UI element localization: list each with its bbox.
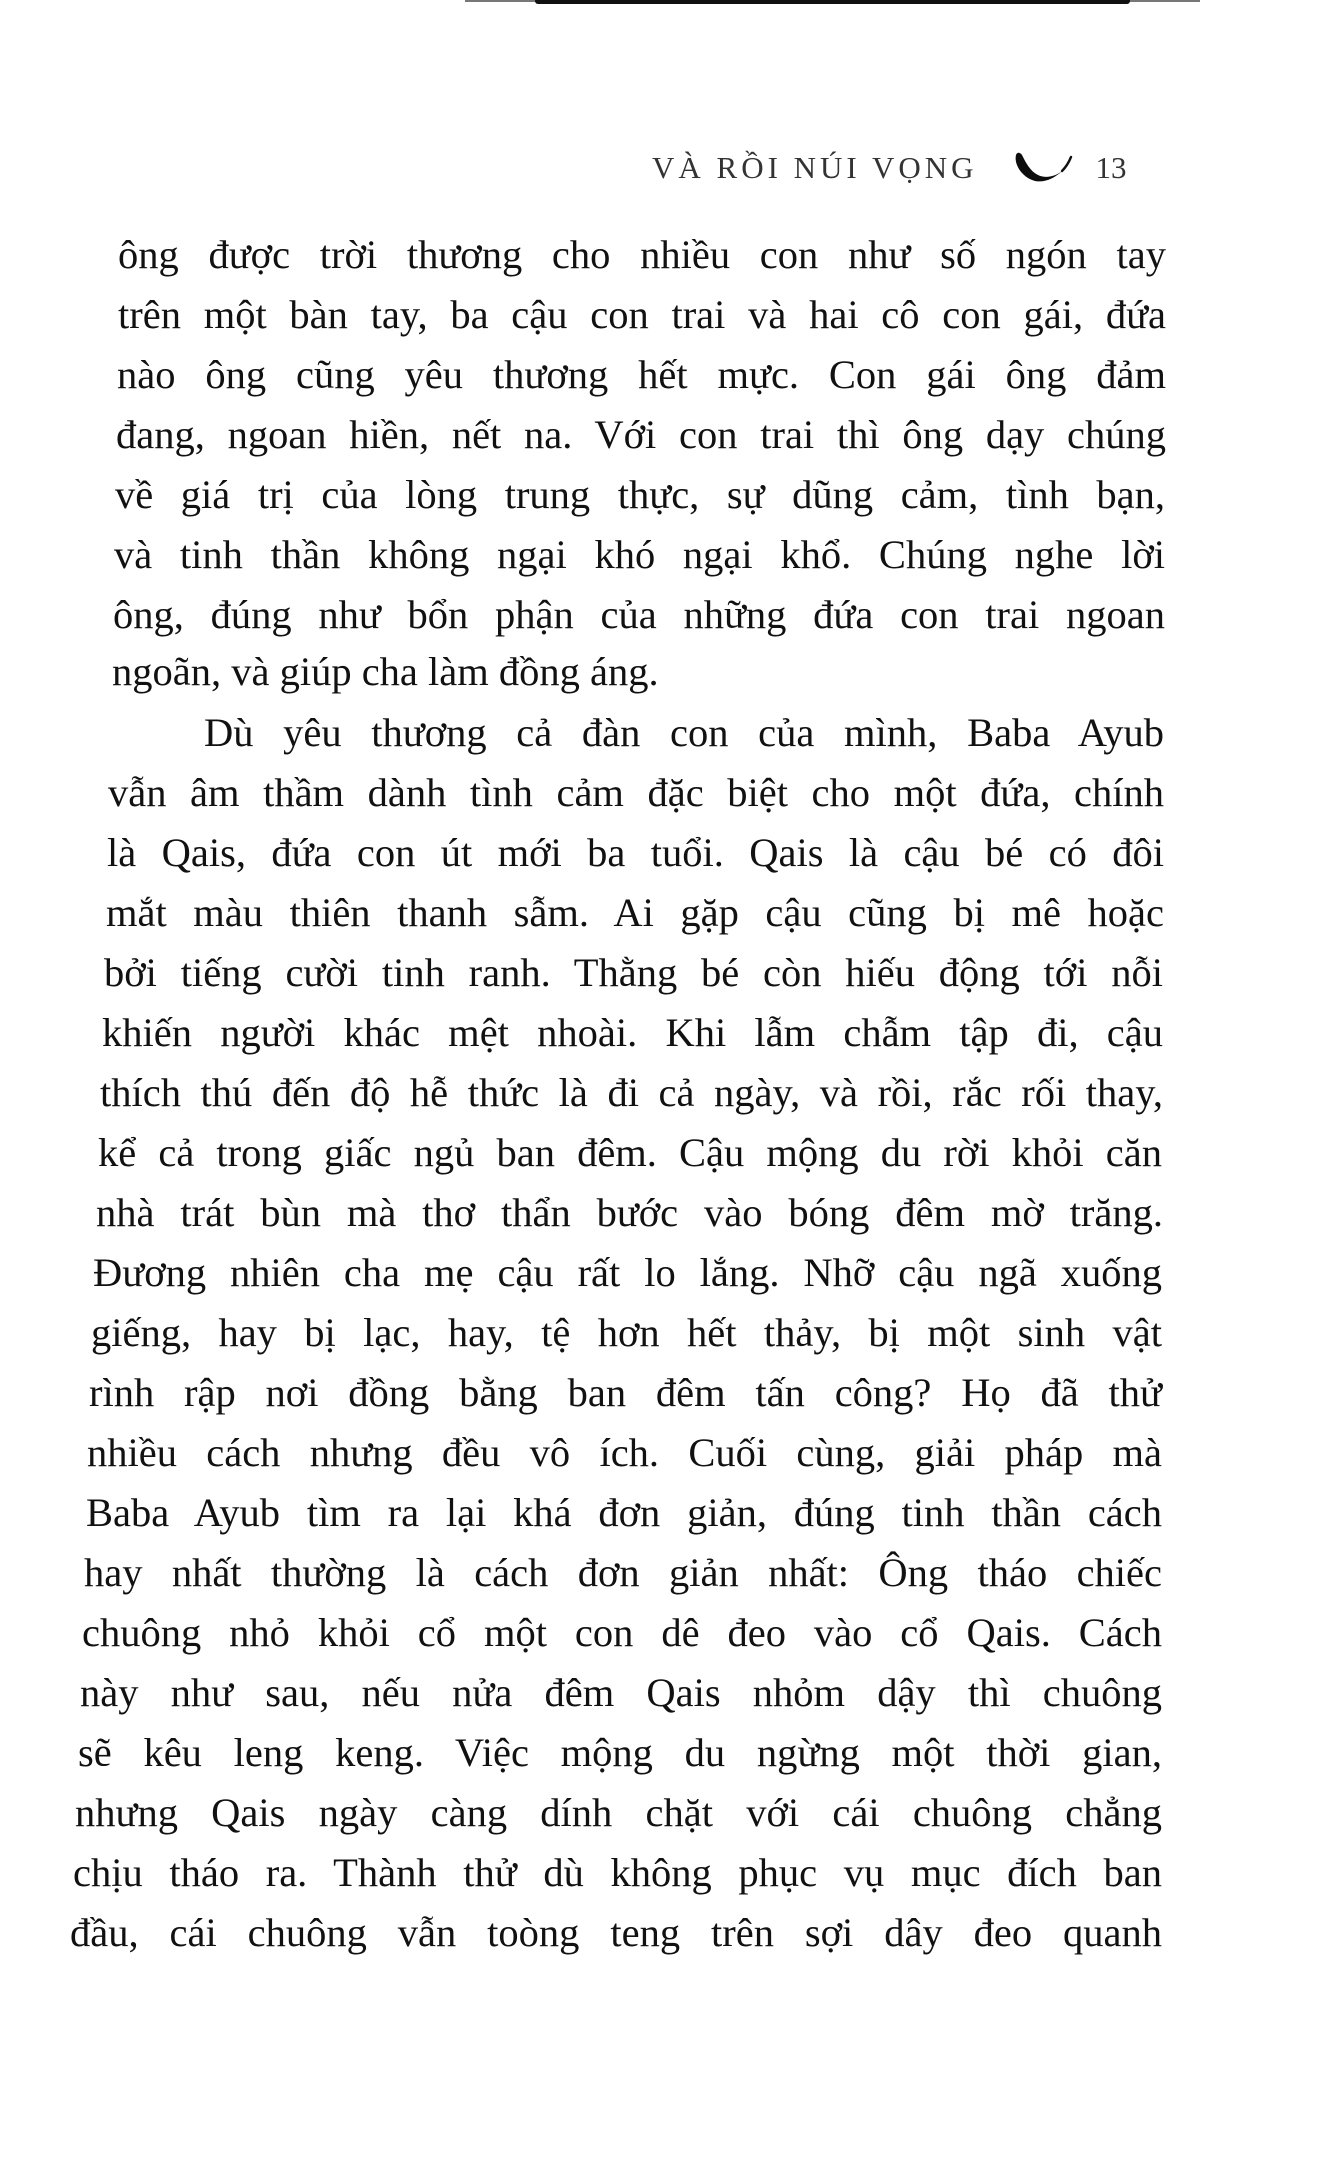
- text-line: trên một bàn tay, ba cậu con trai và hai cô con gái, đứa: [118, 292, 1166, 337]
- text-line: giếng, hay bị lạc, hay, tệ hơn hết thảy, bị một sinh vật: [91, 1310, 1162, 1355]
- text-line: nào ông cũng yêu thương hết mực. Con gái ông đảm: [117, 352, 1166, 397]
- text-line: Đương nhiên cha mẹ cậu rất lo lắng. Nhỡ cậu ngã xuống: [93, 1250, 1162, 1295]
- text-line: thích thú đến độ hễ thức là đi cả ngày, và rồi, rắc rối thay,: [100, 1070, 1163, 1115]
- text-line: nhiều cách nhưng đều vô ích. Cuối cùng, giải pháp mà: [87, 1430, 1162, 1475]
- text-line: Baba Ayub tìm ra lại khá đơn giản, đúng tinh thần cách: [86, 1490, 1162, 1535]
- text-line: này như sau, nếu nửa đêm Qais nhỏm dậy thì chuông: [80, 1670, 1162, 1715]
- text-line: mắt màu thiên thanh sẫm. Ai gặp cậu cũng bị mê hoặc: [106, 890, 1164, 935]
- text-line: đầu, cái chuông vẫn toòng teng trên sợi dây đeo quanh: [70, 1910, 1162, 1955]
- text-line: ông, đúng như bổn phận của những đứa con trai ngoan: [113, 592, 1165, 637]
- text-line: hay nhất thường là cách đơn giản nhất: Ông tháo chiếc: [84, 1550, 1162, 1595]
- text-line: chịu tháo ra. Thành thử dù không phục vụ mục đích ban: [73, 1850, 1162, 1895]
- text-line: chuông nhỏ khỏi cổ một con dê đeo vào cổ Qais. Cách: [82, 1610, 1162, 1655]
- text-line: nhà trát bùn mà thơ thẩn bước vào bóng đêm mờ trăng.: [96, 1190, 1163, 1235]
- text-line: kể cả trong giấc ngủ ban đêm. Cậu mộng du rời khỏi căn: [98, 1130, 1162, 1175]
- page-number: 13: [1095, 150, 1127, 185]
- text-line: rình rập nơi đồng bằng ban đêm tấn công? Họ đã thử: [89, 1370, 1162, 1415]
- text-line: sẽ kêu leng keng. Việc mộng du ngừng một thời gian,: [78, 1730, 1162, 1775]
- text-line: Dù yêu thương cả đàn con của mình, Baba Ayub: [204, 710, 1164, 755]
- text-line: ông được trời thương cho nhiều con như số ngón tay: [118, 232, 1166, 277]
- text-line: bởi tiếng cười tinh ranh. Thằng bé còn hiếu động tới nỗi: [104, 950, 1163, 995]
- text-line: vẫn âm thầm dành tình cảm đặc biệt cho một đứa, chính: [108, 770, 1164, 815]
- running-title: VÀ RỒI NÚI VỌNG: [652, 150, 978, 185]
- text-line: về giá trị của lòng trung thực, sự dũng cảm, tình bạn,: [115, 472, 1165, 517]
- text-line: và tinh thần không ngại khó ngại khổ. Chúng nghe lời: [114, 532, 1165, 577]
- text-line: là Qais, đứa con út mới ba tuổi. Qais là cậu bé có đôi: [107, 830, 1164, 875]
- text-line: khiến người khác mệt nhoài. Khi lẫm chẫm tập đi, cậu: [102, 1010, 1163, 1055]
- text-line: ngoãn, và giúp cha làm đồng áng.: [112, 649, 659, 694]
- text-line: đang, ngoan hiền, nết na. Với con trai thì ông dạy chúng: [116, 412, 1166, 457]
- text-line: nhưng Qais ngày càng dính chặt với cái chuông chẳng: [75, 1790, 1162, 1835]
